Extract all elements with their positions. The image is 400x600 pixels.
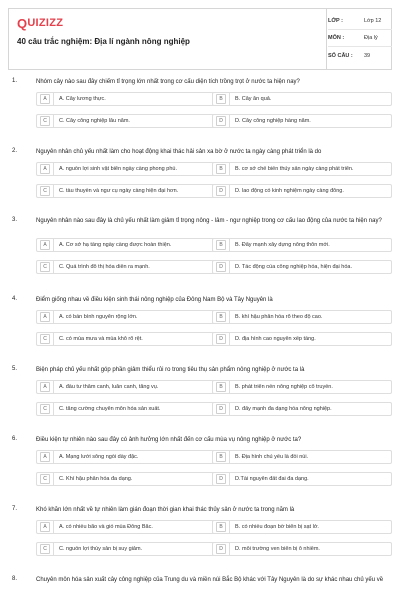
option-divider xyxy=(229,260,230,274)
answer-option-c[interactable] xyxy=(36,332,216,346)
option-divider xyxy=(53,184,54,198)
meta-label: MÔN : xyxy=(328,35,345,41)
option-text: A. đầu tư thâm canh, luân canh, tăng vụ. xyxy=(59,384,159,390)
option-letter: D xyxy=(216,334,226,344)
option-divider xyxy=(229,472,230,486)
logo-letter: Q xyxy=(17,15,28,31)
meta-row-count xyxy=(328,47,392,64)
answer-option-c[interactable] xyxy=(36,542,216,556)
option-letter: B xyxy=(216,382,226,392)
option-text: C. Quá trình đô thị hóa diễn ra mạnh. xyxy=(59,264,150,270)
quizizz-logo xyxy=(17,15,63,31)
option-divider xyxy=(53,472,54,486)
option-text: B. Cây ăn quả. xyxy=(235,96,272,102)
option-text: C. có mùa mưa và mùa khô rõ rệt. xyxy=(59,336,143,342)
option-letter: B xyxy=(216,94,226,104)
option-text: D.Tài nguyên đất đai đa dạng. xyxy=(235,476,309,482)
option-letter: C xyxy=(40,544,50,554)
question-text: Điều kiện tự nhiên nào sau đây có ảnh hưởng lớn nhất đến cơ cấu mùa vụ nông nghiệp ở nước ta? xyxy=(36,437,302,443)
option-text: D. môi trường ven biển bị ô nhiễm. xyxy=(235,546,320,552)
option-divider xyxy=(53,520,54,534)
logo-wordmark: UIZIZZ xyxy=(27,17,64,29)
option-letter: D xyxy=(216,474,226,484)
option-divider xyxy=(53,402,54,416)
option-text: D. lao động có kinh nghiệm ngày càng đông. xyxy=(235,188,344,194)
option-letter: B xyxy=(216,240,226,250)
meta-label: LỚP : xyxy=(328,18,343,24)
option-letter: C xyxy=(40,262,50,272)
question-text: Nguyên nhân chủ yếu nhất làm cho hoạt động khai thác hải sản xa bờ ở nước ta ngày càng phát triển là do xyxy=(36,149,322,155)
answer-option-c[interactable] xyxy=(36,184,216,198)
option-letter: D xyxy=(216,186,226,196)
option-divider xyxy=(229,238,230,252)
answer-option-a[interactable] xyxy=(36,92,216,106)
option-text: D. Cây công nghiệp hàng năm. xyxy=(235,118,311,124)
option-text: C. nguồn lợi thủy sản bị suy giảm. xyxy=(59,546,143,552)
answer-option-d[interactable] xyxy=(212,332,392,346)
option-divider xyxy=(53,238,54,252)
option-divider xyxy=(53,310,54,324)
answer-option-d[interactable] xyxy=(212,402,392,416)
option-divider xyxy=(53,542,54,556)
option-letter: A xyxy=(40,522,50,532)
answer-option-c[interactable] xyxy=(36,472,216,486)
option-divider xyxy=(53,162,54,176)
meta-row-subject xyxy=(328,30,392,47)
question-number: 5. xyxy=(12,366,18,372)
option-text: C. Cây công nghiệp lâu năm. xyxy=(59,118,130,124)
answer-option-a[interactable] xyxy=(36,380,216,394)
option-letter: D xyxy=(216,404,226,414)
question-number: 7. xyxy=(12,506,18,512)
answer-option-a[interactable] xyxy=(36,162,216,176)
option-text: D. địa hình cao nguyên xếp tầng. xyxy=(235,336,316,342)
worksheet-header xyxy=(8,8,392,70)
option-letter: A xyxy=(40,164,50,174)
answer-option-d[interactable] xyxy=(212,260,392,274)
answer-option-d[interactable] xyxy=(212,184,392,198)
meta-value: Địa lý xyxy=(364,35,378,41)
option-letter: B xyxy=(216,522,226,532)
question-number: 1. xyxy=(12,78,18,84)
question-text: Nguyên nhân nào sau đây là chủ yếu nhất làm giảm tỉ trọng nông - lâm - ngư nghiệp trong cơ cấu lao động của nước ta hiện nay? xyxy=(36,218,382,224)
answer-option-b[interactable] xyxy=(212,380,392,394)
option-divider xyxy=(229,184,230,198)
option-divider xyxy=(229,380,230,394)
option-text: A. có bán bình nguyên rộng lớn. xyxy=(59,314,138,320)
answer-option-b[interactable] xyxy=(212,238,392,252)
question-number: 2. xyxy=(12,148,18,154)
worksheet-meta xyxy=(328,13,392,64)
option-divider xyxy=(53,380,54,394)
option-letter: B xyxy=(216,312,226,322)
answer-option-a[interactable] xyxy=(36,520,216,534)
option-letter: D xyxy=(216,262,226,272)
option-letter: C xyxy=(40,116,50,126)
option-letter: A xyxy=(40,94,50,104)
option-letter: B xyxy=(216,452,226,462)
answer-option-b[interactable] xyxy=(212,92,392,106)
option-letter: C xyxy=(40,334,50,344)
option-text: A. Cơ sở hạ tầng ngày càng được hoàn thiện. xyxy=(59,242,172,248)
answer-option-a[interactable] xyxy=(36,310,216,324)
question-text: Nhóm cây nào sau đây chiếm tỉ trọng lớn nhất trong cơ cấu diện tích trồng trọt ở nước ta hiện nay? xyxy=(36,79,300,85)
option-text: B. Đẩy mạnh xây dựng nông thôn mới. xyxy=(235,242,330,248)
option-divider xyxy=(229,92,230,106)
meta-row-class xyxy=(328,13,392,30)
option-divider xyxy=(229,542,230,556)
option-letter: B xyxy=(216,164,226,174)
option-divider xyxy=(229,402,230,416)
option-divider xyxy=(53,260,54,274)
option-letter: C xyxy=(40,404,50,414)
option-divider xyxy=(229,332,230,346)
answer-option-a[interactable] xyxy=(36,238,216,252)
option-text: C. tăng cường chuyên môn hóa sản xuất. xyxy=(59,406,161,412)
question-number: 3. xyxy=(12,217,18,223)
option-text: A. Cây lương thực. xyxy=(59,96,106,102)
option-letter: A xyxy=(40,312,50,322)
option-divider xyxy=(53,92,54,106)
answer-option-c[interactable] xyxy=(36,114,216,128)
meta-label: SỐ CÂU : xyxy=(328,52,353,59)
option-text: B. có nhiều đoạn bờ biển bị sạt lở. xyxy=(235,524,319,530)
question-text: Khó khăn lớn nhất về tự nhiên làm gián đoạn thời gian khai thác thủy sản ở nước ta trong năm là xyxy=(36,507,295,513)
question-text: Chuyên môn hóa sản xuất cây công nghiệp của Trung du và miền núi Bắc Bộ khác với Tây Nguyên là do sự khác nhau chủ yếu về xyxy=(36,577,384,583)
option-letter: C xyxy=(40,474,50,484)
question-number: 4. xyxy=(12,296,18,302)
meta-value: 39 xyxy=(364,52,371,59)
question-number: 6. xyxy=(12,436,18,442)
option-text: B. Địa hình chủ yếu là đồi núi. xyxy=(235,454,309,460)
option-text: B. cơ sở chế biến thủy sản ngày càng phát triển. xyxy=(235,166,354,172)
option-divider xyxy=(53,332,54,346)
question-text: Điểm giống nhau về điều kiện sinh thái nông nghiệp của Đông Nam Bộ và Tây Nguyên là xyxy=(36,297,273,303)
option-letter: D xyxy=(216,544,226,554)
option-text: B. phát triển nền nông nghiệp cổ truyền. xyxy=(235,384,333,390)
option-divider xyxy=(53,450,54,464)
option-text: C. Khí hậu phân hóa đa dạng. xyxy=(59,476,133,482)
option-divider xyxy=(229,310,230,324)
option-divider xyxy=(229,520,230,534)
answer-option-d[interactable] xyxy=(212,114,392,128)
meta-value: Lớp 12 xyxy=(364,18,382,24)
option-text: A. có nhiều bão và gió mùa Đông Bắc. xyxy=(59,524,153,530)
option-text: A. Mạng lưới sông ngòi dày đặc. xyxy=(59,454,139,460)
answer-option-c[interactable] xyxy=(36,402,216,416)
answer-option-b[interactable] xyxy=(212,450,392,464)
answer-option-a[interactable] xyxy=(36,450,216,464)
option-letter: A xyxy=(40,452,50,462)
answer-option-b[interactable] xyxy=(212,162,392,176)
option-letter: A xyxy=(40,240,50,250)
answer-option-d[interactable] xyxy=(212,542,392,556)
answer-option-d[interactable] xyxy=(212,472,392,486)
answer-option-b[interactable] xyxy=(212,520,392,534)
answer-option-c[interactable] xyxy=(36,260,216,274)
option-text: D. đẩy mạnh đa dạng hóa nông nghiệp. xyxy=(235,406,332,412)
option-text: D. Tác động của công nghiệp hóa, hiện đại hóa. xyxy=(235,264,353,270)
meta-divider xyxy=(326,9,327,69)
option-divider xyxy=(229,114,230,128)
option-letter: A xyxy=(40,382,50,392)
question-text: Biện pháp chủ yếu nhất góp phần giảm thiểu rủi ro trong tiêu thụ sản phẩm nông nghiệp ở nước ta là xyxy=(36,367,305,373)
question-number: 8. xyxy=(12,576,18,582)
option-letter: D xyxy=(216,116,226,126)
option-divider xyxy=(229,162,230,176)
option-text: C. tàu thuyền và ngư cụ ngày càng hiện đại hơn. xyxy=(59,188,179,194)
option-text: B. khí hậu phân hóa rõ theo độ cao. xyxy=(235,314,323,320)
option-divider xyxy=(229,450,230,464)
worksheet-title: 40 câu trắc nghiệm: Địa lí ngành nông nghiệp xyxy=(17,37,190,46)
option-text: A. nguồn lợi sinh vật biển ngày càng phong phú. xyxy=(59,166,177,172)
option-letter: C xyxy=(40,186,50,196)
answer-option-b[interactable] xyxy=(212,310,392,324)
option-divider xyxy=(53,114,54,128)
